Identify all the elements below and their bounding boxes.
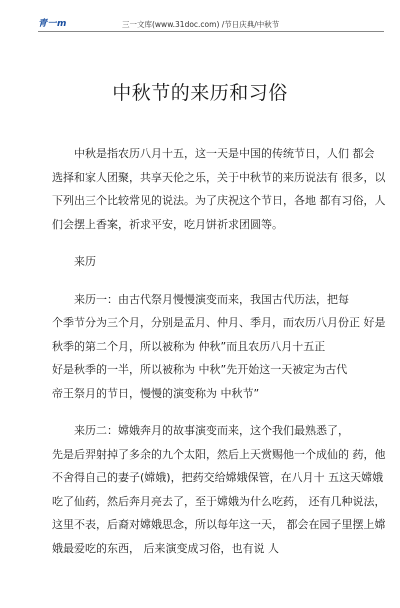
paragraph-line: 来历一：由古代祭月慢慢演变而来，我国古代历法，把每	[74, 292, 349, 306]
section-heading-text: 来历	[74, 255, 96, 268]
section-heading	[52, 250, 382, 274]
paragraph-origin-one	[52, 288, 386, 406]
paragraph-gap	[52, 274, 382, 288]
page-header	[0, 18, 400, 32]
paragraph-gap	[52, 236, 382, 250]
page-title: 中秋节的来历和习俗	[112, 82, 288, 104]
paragraph-origin-two	[52, 419, 386, 560]
paragraph-gap	[52, 405, 382, 419]
paragraph-line: 秋季的第二个月，所以被称为 仲秋”而且农历八月十五正	[52, 339, 326, 353]
document-body	[52, 142, 386, 560]
header-divider	[38, 31, 384, 32]
paragraph-line: 来历二：嫦娥奔月的故事演变而来，这个我们最熟悉了，	[74, 424, 349, 437]
paragraph-line: 个季节分为三个月，分别是孟月、仲月、季月，而农历八月份正 好是	[52, 316, 386, 329]
paragraph-line: 选择和家人团聚，共享天伦之乐，关于中秋节的来历说法有 很多，以	[52, 170, 386, 184]
site-logo: 青一m	[38, 19, 67, 29]
paragraph-intro	[52, 142, 386, 236]
paragraph-line: 这里不表，后裔对嫦娥思念，所以每年这一天， 都会在园子里摆上嫦	[52, 518, 386, 531]
paragraph-line: 中秋是指农历八月十五，这一天是中国的传统节日，人们 都会	[74, 147, 375, 160]
paragraph-line: 好是秋季的一半，所以被称为 中秋”先开始这一天被定为古代	[52, 363, 348, 376]
paragraph-line: 不舍得自己的妻子(嫦娥)，把药交给嫦娥保管，在八月十 五这天嫦娥	[52, 471, 384, 484]
paragraph-line: 吃了仙药，然后奔月亮去了，至于嫦娥为什么吃药， 还有几种说法，	[52, 494, 386, 508]
paragraph-line: 下列出三个比较常见的说法。为了庆祝这个节日，各地 都有习俗，人	[52, 194, 386, 207]
paragraph-line: 先是后羿射掉了多余的九个太阳，然后上天赏赐他一个成仙的 药，他	[52, 447, 386, 461]
breadcrumb[interactable]: 三一文库(www.31doc.com) /节日庆典/中秋节	[122, 20, 280, 29]
paragraph-line: 们会摆上香案，祈求平安，吃月饼祈求团圆等。	[52, 217, 283, 231]
paragraph-line: 帝王祭月的节日，慢慢的演变称为 中秋节”	[52, 386, 260, 400]
paragraph-line: 娥最爱吃的东西， 后来演变成习俗，也有说 人	[52, 541, 279, 555]
